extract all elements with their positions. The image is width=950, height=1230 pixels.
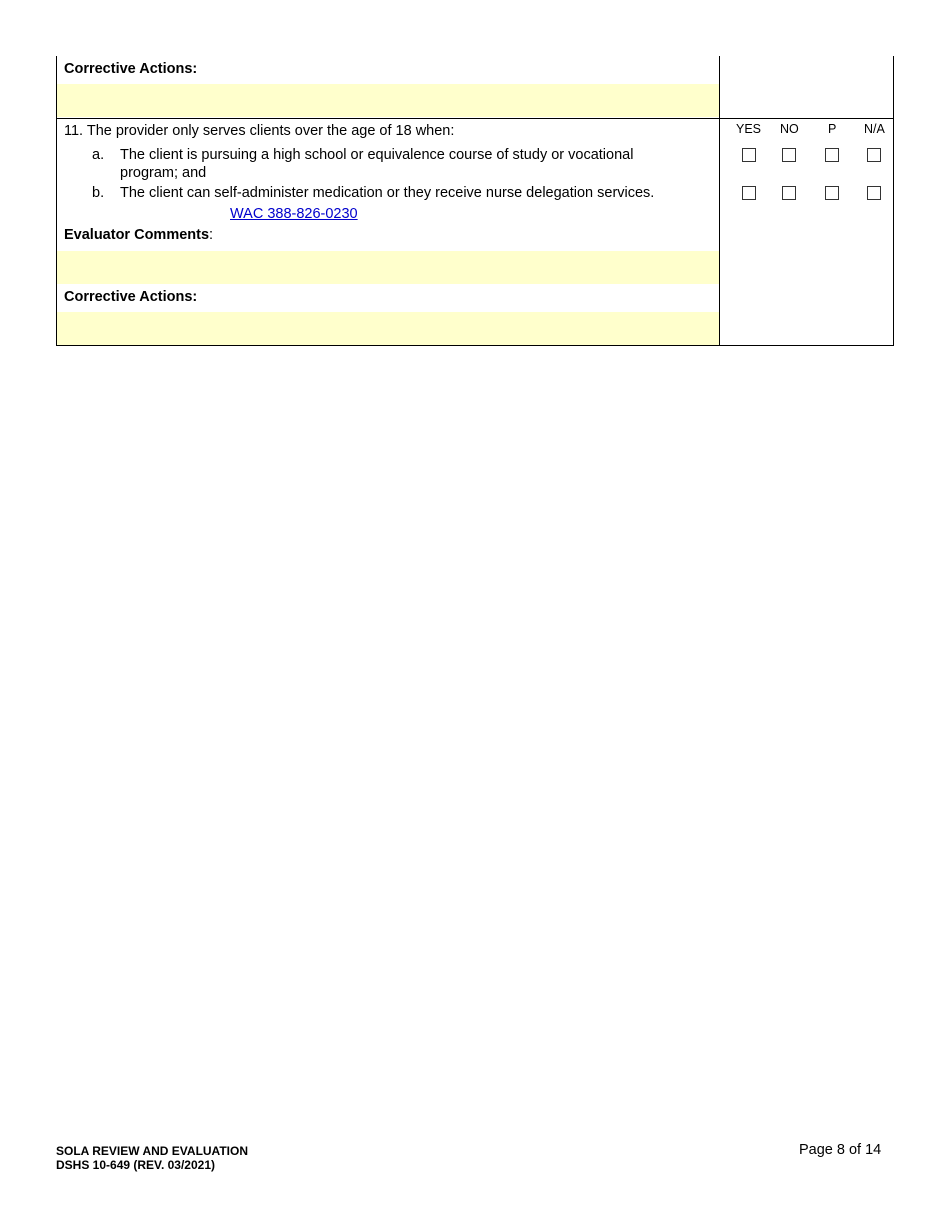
header-no: NO [780,122,799,136]
header-yes: YES [736,122,762,136]
footer-form-number: DSHS 10-649 (REV. 03/2021) [56,1158,215,1172]
item11-a-line1: The client is pursuing a high school or equivalence course of study or vocational [120,147,634,163]
row-divider-item11 [56,118,894,119]
corrective-actions-field-item11[interactable] [57,312,719,345]
table-border-right-item11 [893,118,894,346]
corrective-actions-label-top: Corrective Actions: [64,61,198,77]
table-divider-item11 [719,118,720,346]
footer-title: SOLA REVIEW AND EVALUATION [56,1144,248,1158]
item11-a-marker: a. [92,147,105,163]
evaluator-comments-colon: : [209,227,214,243]
checkbox-b-p[interactable] [825,186,839,200]
wac-reference-link[interactable]: WAC 388-826-0230 [230,206,358,222]
checkbox-a-na[interactable] [867,148,881,162]
checkbox-b-no[interactable] [782,186,796,200]
corrective-actions-label-item11: Corrective Actions: [64,289,198,305]
checkbox-a-yes[interactable] [742,148,756,162]
header-na: N/A [864,122,885,136]
evaluator-comments-label [64,227,213,244]
item11-a-line2: program; and [120,165,207,181]
item11-b-line1: The client can self-administer medication or they receive nurse delegation services. [120,185,655,201]
checkbox-b-yes[interactable] [742,186,756,200]
evaluator-comments-field[interactable] [57,251,719,284]
item11-question: 11. The provider only serves clients over the age of 18 when: [64,123,455,139]
corrective-actions-field-top[interactable] [57,84,719,117]
header-p: P [828,122,837,136]
checkbox-a-p[interactable] [825,148,839,162]
checkbox-b-na[interactable] [867,186,881,200]
table-border-right-top [893,56,894,118]
table-divider-top [719,56,720,118]
evaluator-comments-label-text: Evaluator Comments [64,227,210,243]
footer-page-number: Page 8 of 14 [799,1142,882,1158]
checkbox-a-no[interactable] [782,148,796,162]
table-border-bottom [56,345,894,346]
item11-b-marker: b. [92,185,105,201]
